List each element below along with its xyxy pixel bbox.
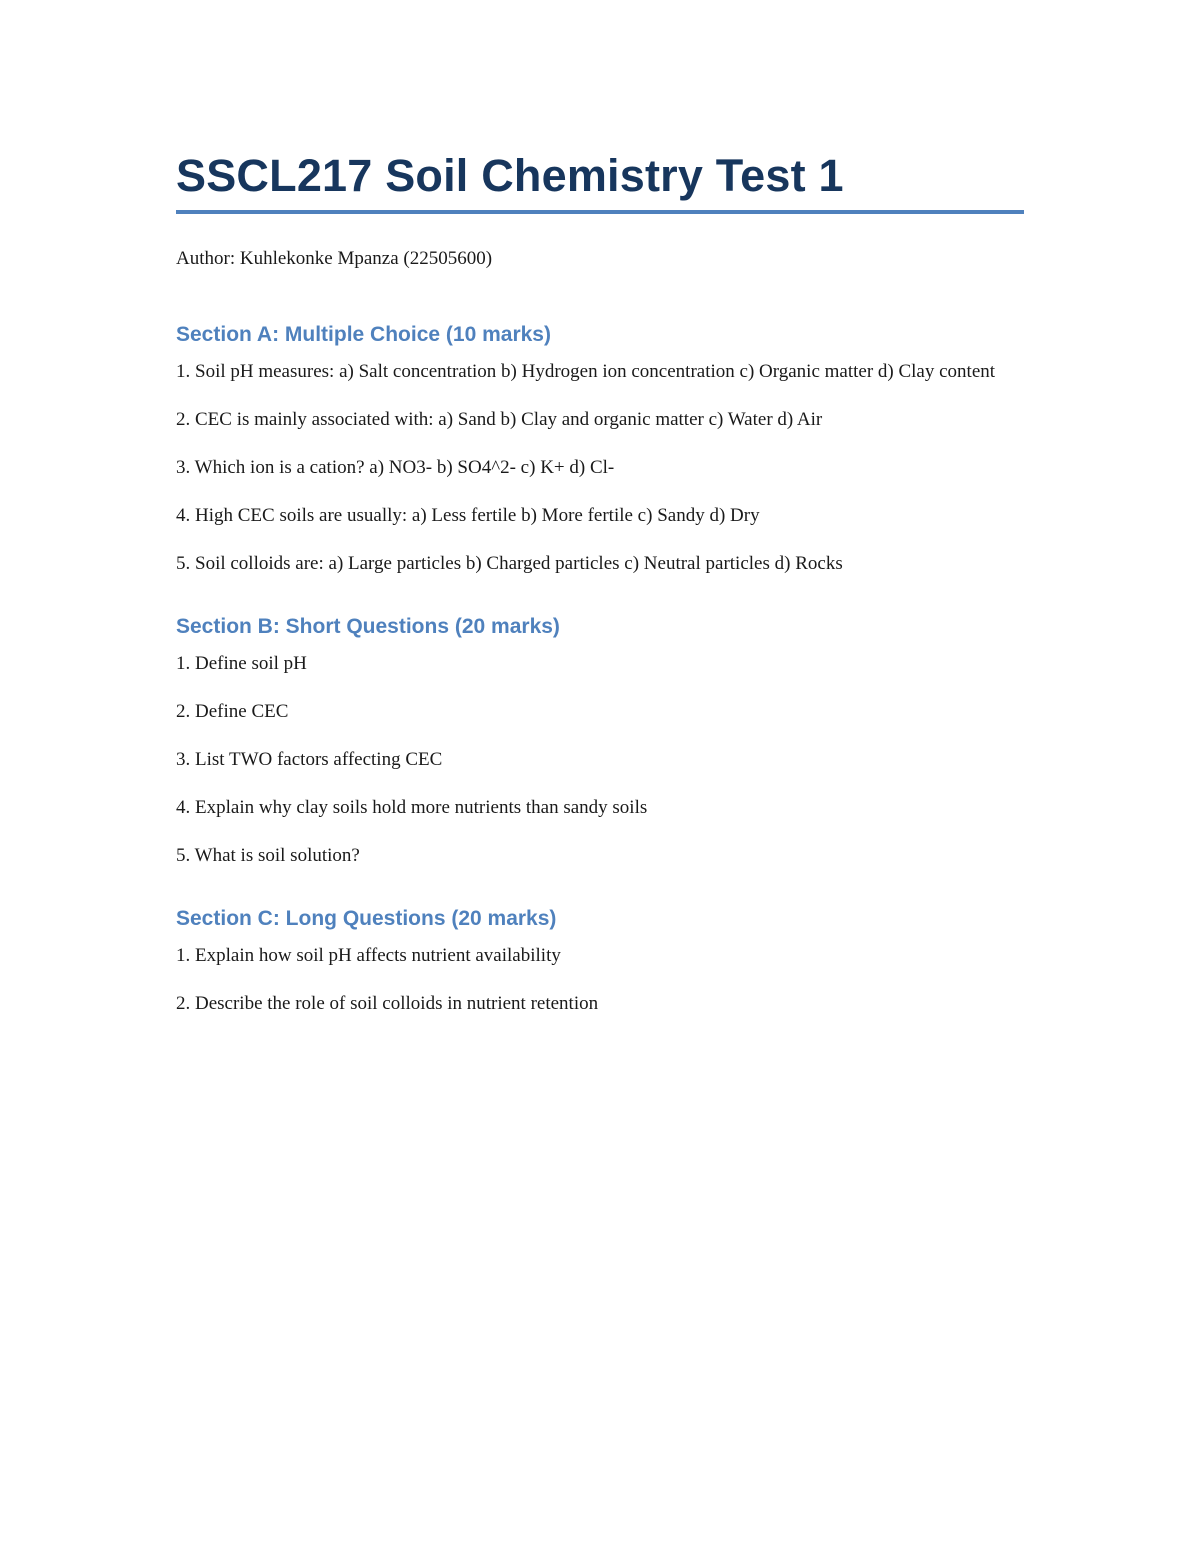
section-b-heading: Section B: Short Questions (20 marks) <box>176 615 560 638</box>
question-a5: 5. Soil colloids are: a) Large particles b) Charged particles c) Neutral particles d) Rocks <box>176 553 843 574</box>
question-a1: 1. Soil pH measures: a) Salt concentration b) Hydrogen ion concentration c) Organic matter d) Clay content <box>176 361 996 382</box>
question-a3: 3. Which ion is a cation? a) NO3- b) SO4^2- c) K+ d) Cl- <box>176 457 615 478</box>
question-b1: 1. Define soil pH <box>176 653 307 674</box>
question-b4: 4. Explain why clay soils hold more nutrients than sandy soils <box>176 797 648 818</box>
question-a4: 4. High CEC soils are usually: a) Less fertile b) More fertile c) Sandy d) Dry <box>176 505 760 526</box>
document-title: SSCL217 Soil Chemistry Test 1 <box>176 150 844 201</box>
question-b5: 5. What is soil solution? <box>176 845 360 866</box>
section-a <box>176 320 1024 578</box>
question-c1: 1. Explain how soil pH affects nutrient availability <box>176 945 561 966</box>
question-a2: 2. CEC is mainly associated with: a) Sand b) Clay and organic matter c) Water d) Air <box>176 409 823 430</box>
question-b3: 3. List TWO factors affecting CEC <box>176 749 443 770</box>
question-b2: 2. Define CEC <box>176 701 289 722</box>
section-b <box>176 612 1024 870</box>
author-line: Author: Kuhlekonke Mpanza (22505600) <box>176 248 493 269</box>
section-c <box>176 904 1024 1018</box>
document-body <box>176 148 1024 1052</box>
question-c2: 2. Describe the role of soil colloids in nutrient retention <box>176 993 599 1014</box>
section-c-heading: Section C: Long Questions (20 marks) <box>176 907 557 930</box>
title-underline <box>176 210 1024 214</box>
section-a-heading: Section A: Multiple Choice (10 marks) <box>176 323 551 346</box>
